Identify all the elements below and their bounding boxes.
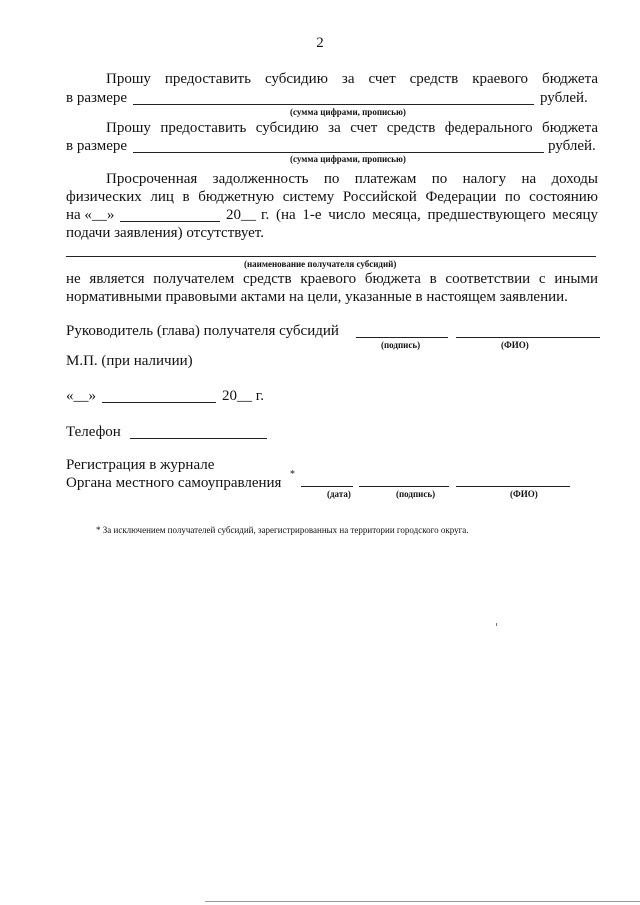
debt-year: 20__ (226, 207, 256, 223)
krai-amount-suffix: рублей. (540, 90, 588, 106)
recipient-line1: не является получателем средств краевого бюджета в соответствии с иными (66, 271, 598, 287)
scan-dot (496, 623, 497, 626)
debt-month-field[interactable] (120, 221, 220, 222)
date-day: «__» (66, 388, 96, 404)
head-signature-field[interactable] (356, 337, 448, 338)
registration-name-field[interactable] (456, 486, 570, 487)
phone-field[interactable] (130, 438, 267, 439)
krai-amount-caption: (сумма цифрами, прописью) (290, 107, 406, 117)
registration-asterisk: * (290, 469, 295, 480)
krai-amount-field[interactable] (133, 104, 534, 105)
debt-line3-end: г. (на 1-е число месяца, предшествующего месяцу (261, 207, 598, 223)
stamp-label: М.П. (при наличии) (66, 353, 193, 369)
debt-line4: подачи заявления) отсутствует. (66, 225, 264, 241)
scan-edge-line (205, 901, 640, 902)
debt-line1: Просроченная задолженность по платежам по налогу на доходы (106, 171, 598, 187)
registration-name-caption: (ФИО) (510, 489, 538, 499)
debt-line2: физических лиц в бюджетную систему Российской Федерации по состоянию (66, 189, 598, 205)
footnote: * За исключением получателей субсидий, зарегистрированных на территории городского округа. (96, 525, 469, 535)
registration-signature-field[interactable] (359, 486, 449, 487)
registration-signature-caption: (подпись) (396, 489, 436, 499)
phone-label: Телефон (66, 424, 121, 440)
registration-date-caption: (дата) (327, 489, 351, 499)
date-month-field[interactable] (102, 402, 216, 403)
registration-line2: Органа местного самоуправления (66, 475, 282, 491)
federal-amount-field[interactable] (133, 152, 544, 153)
federal-amount-suffix: рублей. (548, 138, 596, 154)
recipient-name-caption: (наименование получателя субсидий) (244, 259, 397, 269)
federal-amount-caption: (сумма цифрами, прописью) (290, 154, 406, 164)
head-signature-caption: (подпись) (381, 340, 421, 350)
registration-date-field[interactable] (301, 486, 353, 487)
date-year: 20__ г. (222, 388, 264, 404)
krai-amount-prefix: в размере (66, 90, 128, 106)
debt-line3-start: на «__» (66, 207, 115, 223)
recipient-line2: нормативными правовыми актами на цели, указанные в настоящем заявлении. (66, 289, 568, 305)
head-name-field[interactable] (456, 337, 600, 338)
registration-line1: Регистрация в журнале (66, 457, 215, 473)
head-label: Руководитель (глава) получателя субсидий (66, 323, 339, 339)
page-number: 2 (316, 35, 324, 51)
federal-amount-prefix: в размере (66, 138, 128, 154)
federal-subsidy-line1: Прошу предоставить субсидию за счет средств федерального бюджета (106, 120, 598, 136)
recipient-name-field[interactable] (66, 256, 596, 257)
krai-subsidy-line1: Прошу предоставить субсидию за счет средств краевого бюджета (106, 71, 598, 87)
head-name-caption: (ФИО) (501, 340, 529, 350)
